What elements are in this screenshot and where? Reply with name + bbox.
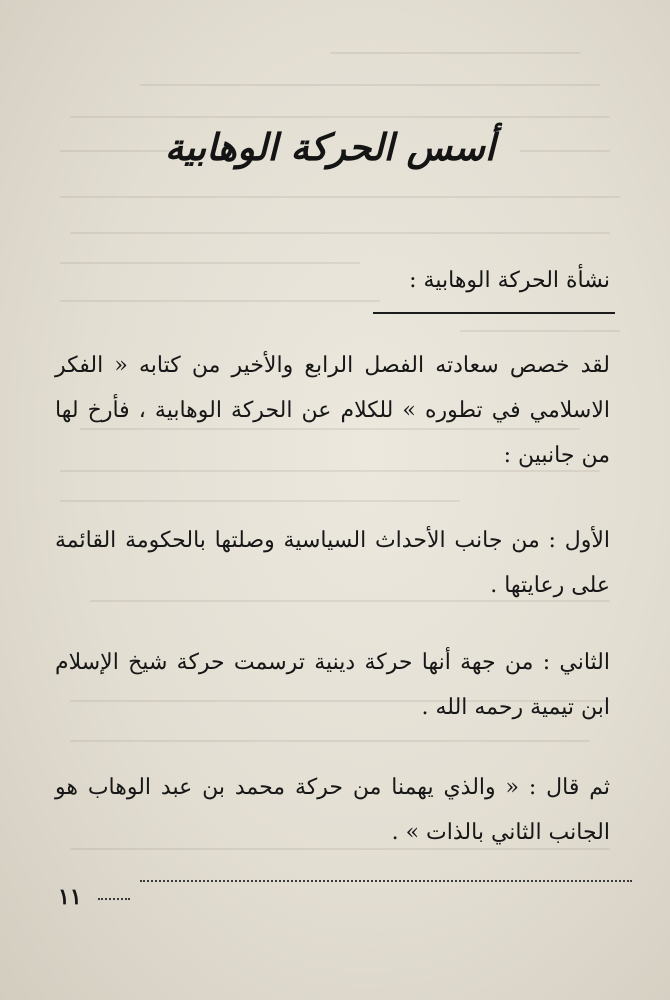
paragraph-first-aspect: الأول : من جانب الأحداث السياسية وصلتها بالحكومة القائمة على رعايتها . <box>55 528 610 598</box>
page-title: أسس الحركة الوهابية <box>164 125 496 169</box>
section-heading: نشأة الحركة الوهابية : <box>409 268 610 293</box>
footer-dotted-rule <box>140 880 632 882</box>
paragraph-quote: ثم قال : « والذي يهمنا من حركة محمد بن عبد الوهاب هو الجانب الثاني بالذات » . <box>55 775 610 845</box>
paragraph-intro: لقد خصص سعادته الفصل الرابع والأخير من كتابه « الفكر الاسلامي في تطوره » للكلام عن الحركة الوهابية ، فأرخ لها من جانبين : <box>55 353 610 468</box>
page-number: ١١ <box>58 884 82 910</box>
paragraph-second-aspect: الثاني : من جهة أنها حركة دينية ترسمت حركة شيخ الإسلام ابن تيمية رحمه الله . <box>55 650 610 720</box>
page-number-dots <box>98 898 130 900</box>
heading-underline <box>373 312 615 314</box>
